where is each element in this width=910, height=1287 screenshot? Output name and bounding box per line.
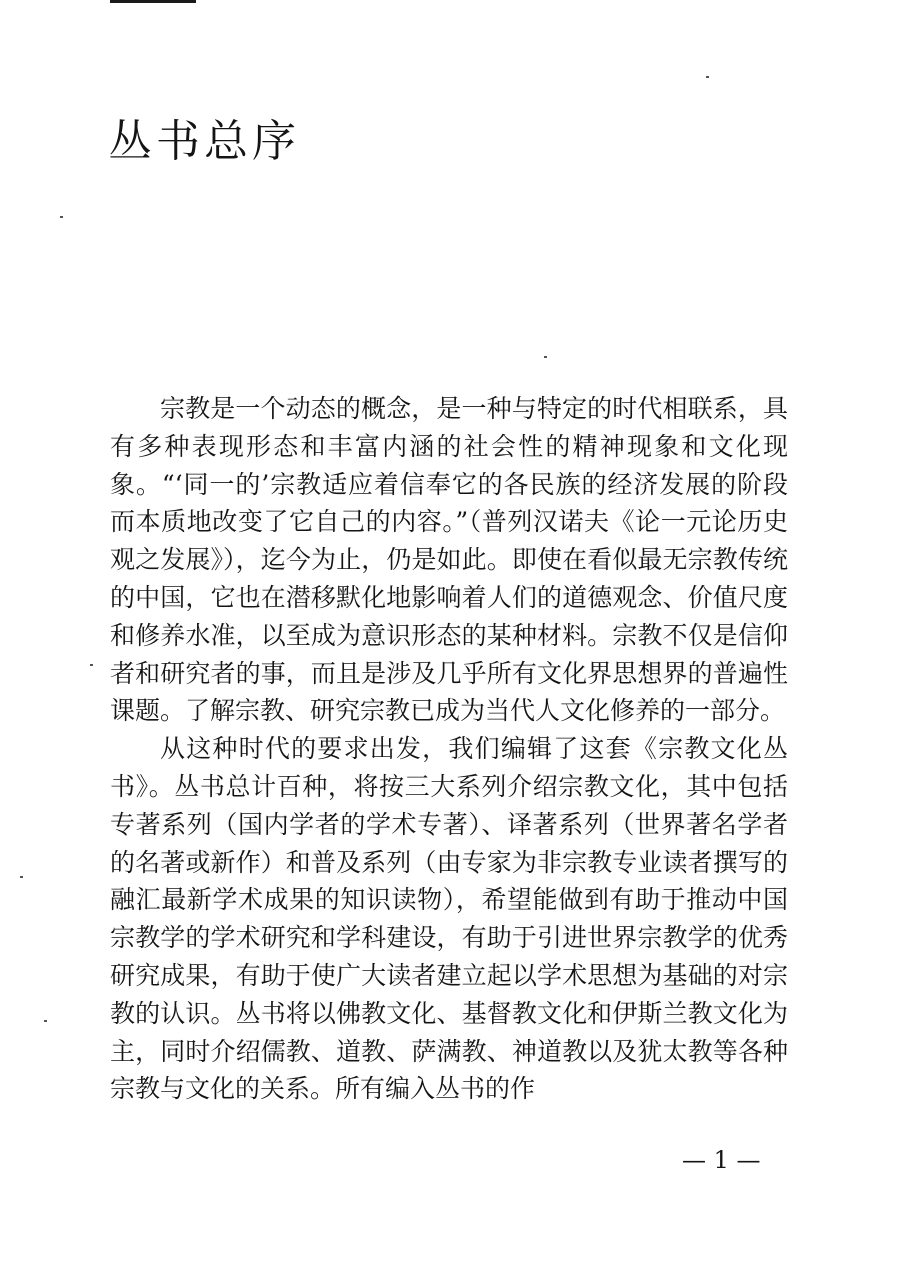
scan-speck (544, 356, 547, 358)
scan-speck (90, 664, 93, 666)
body-text (110, 390, 788, 1108)
page-number: — 1 — (682, 1146, 761, 1174)
paragraph-1: 宗教是一个动态的概念，是一种与特定的时代相联系，具有多种表现形态和丰富内涵的社会性的精神现象和文化现象。“‘同一的’宗教适应着信奉它的各民族的经济发展的阶段而本质地改变了它自己的内容。”（普列汉诺夫《论一元论历史观之发展》），迄今为止，仍是如此。即使在看似最无宗教传统的中国，它也在潜移默化地影响着人们的道德观念、价值尺度和修养水准，以至成为意识形态的某种材料。宗教不仅是信仰者和研究者的事，而且是涉及几乎所有文化界思想界的普遍性课题。了解宗教、研究宗教已成为当代人文化修养的一部分。 (110, 394, 788, 726)
scan-speck (706, 76, 709, 78)
page-title: 丛书总序 (108, 116, 300, 167)
scan-speck (20, 876, 23, 878)
scan-speck (44, 1020, 47, 1022)
top-rule (110, 0, 196, 3)
paragraph-2: 从这种时代的要求出发，我们编辑了这套《宗教文化丛书》。丛书总计百种，将按三大系列介绍宗教文化，其中包括专著系列（国内学者的学术专著）、译著系列（世界著名学者的名著或新作）和普及系列（由专家为非宗教专业读者撰写的融汇最新学术成果的知识读物），希望能做到有助于推动中国宗教学的学术研究和学科建设，有助于引进世界宗教学的优秀研究成果，有助于使广大读者建立起以学术思想为基础的对宗教的认识。丛书将以佛教文化、基督教文化和伊斯兰教文化为主，同时介绍儒教、道教、萨满教、神道教以及犹太教等各种宗教与文化的关系。所有编入丛书的作 (110, 734, 788, 1104)
scan-speck (60, 216, 63, 218)
